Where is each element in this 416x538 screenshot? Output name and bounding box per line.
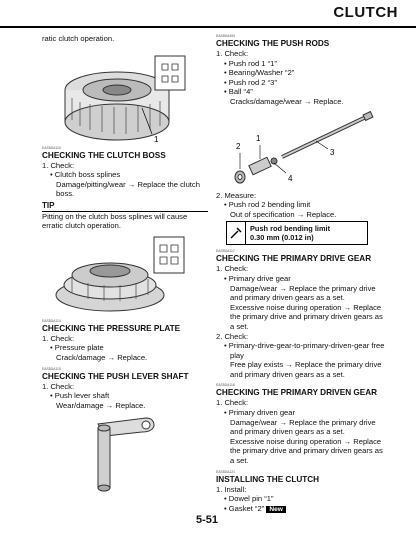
drive-heading: CHECKING THE PRIMARY DRIVE GEAR <box>216 254 372 264</box>
drive-step2: 2. Check: <box>216 331 249 341</box>
rods-item-1: • Push rod 1 “1” <box>224 58 277 68</box>
lever-heading: CHECKING THE PUSH LEVER SHAFT <box>42 371 189 381</box>
driven-d2: Excessive noise during operation → Replace the primary drive and primary driven gears as a set. <box>230 436 383 466</box>
spec-text <box>246 222 334 244</box>
pressure-detail: Crack/damage → Replace. <box>56 352 148 362</box>
install-item2-row <box>216 504 388 515</box>
driven-item1: • Primary driven gear <box>224 408 296 418</box>
driven-heading: CHECKING THE PRIMARY DRIVEN GEAR <box>216 388 378 398</box>
rods-detail: Cracks/damage/wear → Replace. <box>230 96 344 106</box>
pressure-step1: 1. Check: <box>42 333 75 343</box>
rods-step1: 1. Check: <box>216 49 249 58</box>
tip-text: Pitting on the clutch boss splines will cause erratic clutch operation. <box>42 211 188 231</box>
page-number: 5-51 <box>196 514 219 526</box>
left-column <box>42 34 208 494</box>
rods-callout-4: 4 <box>288 173 293 183</box>
spec-icon <box>227 222 246 244</box>
install-step1: 1. Install: <box>216 484 247 494</box>
push-lever-illustration <box>42 414 208 494</box>
spec-line2: 0.30 mm (0.012 in) <box>250 233 314 243</box>
clutch-boss-figure <box>42 50 208 146</box>
rods-callout-2: 2 <box>236 141 241 151</box>
rods-heading: CHECKING THE PUSH RODS <box>216 39 330 48</box>
push-lever-figure <box>42 414 208 494</box>
pressure-code: EAS5DA114 <box>42 318 61 323</box>
drive-step1: 1. Check: <box>216 264 249 274</box>
install-heading: INSTALLING THE CLUTCH <box>216 474 320 484</box>
pressure-heading: CHECKING THE PRESSURE PLATE <box>42 323 181 333</box>
lever-step1: 1. Check: <box>42 381 75 391</box>
boss-item: • Clutch boss splines <box>50 170 121 180</box>
drive-code: EAS5DA117 <box>216 249 235 254</box>
continued-text: ratic clutch operation. <box>42 34 115 43</box>
pressure-plate-illustration <box>42 235 208 319</box>
tip-label: TIP <box>42 201 208 212</box>
drive-item2: • Primary-drive-gear-to-primary-driven-gear free play <box>224 341 385 360</box>
push-rods-illustration <box>216 109 388 191</box>
rods-detail2: Out of specification → Replace. <box>230 209 337 219</box>
pressure-item: • Pressure plate <box>50 343 104 353</box>
new-badge: New <box>266 506 286 513</box>
boss-step1: 1. Check: <box>42 160 75 170</box>
rods-item-3: • Push rod 2 “3” <box>224 77 277 87</box>
driven-code: EAS5DA118 <box>216 383 235 388</box>
rods-callout-1: 1 <box>256 133 261 143</box>
wrench-icon <box>229 226 243 240</box>
lever-item: • Push lever shaft <box>50 391 110 401</box>
install-item1: • Dowel pin “1” <box>224 494 274 504</box>
section-title: CLUTCH <box>333 4 398 21</box>
rods-code: EAS5DA494 <box>216 34 236 38</box>
drive-d1: Damage/wear → Replace the primary drive and primary driven gears as a set. <box>230 283 376 303</box>
rods-item2: • Push rod 2 bending limit <box>224 200 311 210</box>
rods-callout-3: 3 <box>330 147 335 157</box>
install-item2: • Gasket “2” <box>224 503 265 513</box>
driven-step1: 1. Check: <box>216 398 249 408</box>
rods-item-2: • Bearing/Washer “2” <box>224 68 295 78</box>
install-code: EAS5DA121 <box>216 469 236 474</box>
drive-d2: Excessive noise during operation → Replace the primary drive and primary driven gears as a set. <box>230 302 383 331</box>
rods-item-4: • Ball “4” <box>224 87 253 97</box>
boss-code: EAS5DA110 <box>42 145 61 150</box>
boss-heading: CHECKING THE CLUTCH BOSS <box>42 150 166 160</box>
pressure-plate-figure <box>42 235 208 319</box>
driven-d1: Damage/wear → Replace the primary drive and primary driven gears as a set. <box>230 417 376 437</box>
fig1-callout-1: 1 <box>154 134 159 144</box>
spec-box <box>226 221 368 245</box>
boss-detail: Damage/pitting/wear → Replace the clutch boss. <box>56 179 200 199</box>
spec-line1: Push rod bending limit <box>250 224 331 234</box>
right-column <box>216 34 388 514</box>
rods-step2: 2. Measure: <box>216 190 257 200</box>
lever-code: EAS5DA115 <box>42 366 61 371</box>
drive-d3: Free play exists → Replace the primary drive and primary driven gears as a set. <box>230 360 382 379</box>
drive-item1: • Primary drive gear <box>224 273 291 283</box>
clutch-boss-illustration <box>42 50 208 146</box>
lever-detail: Wear/damage → Replace. <box>56 400 146 410</box>
push-rods-figure <box>216 109 388 191</box>
